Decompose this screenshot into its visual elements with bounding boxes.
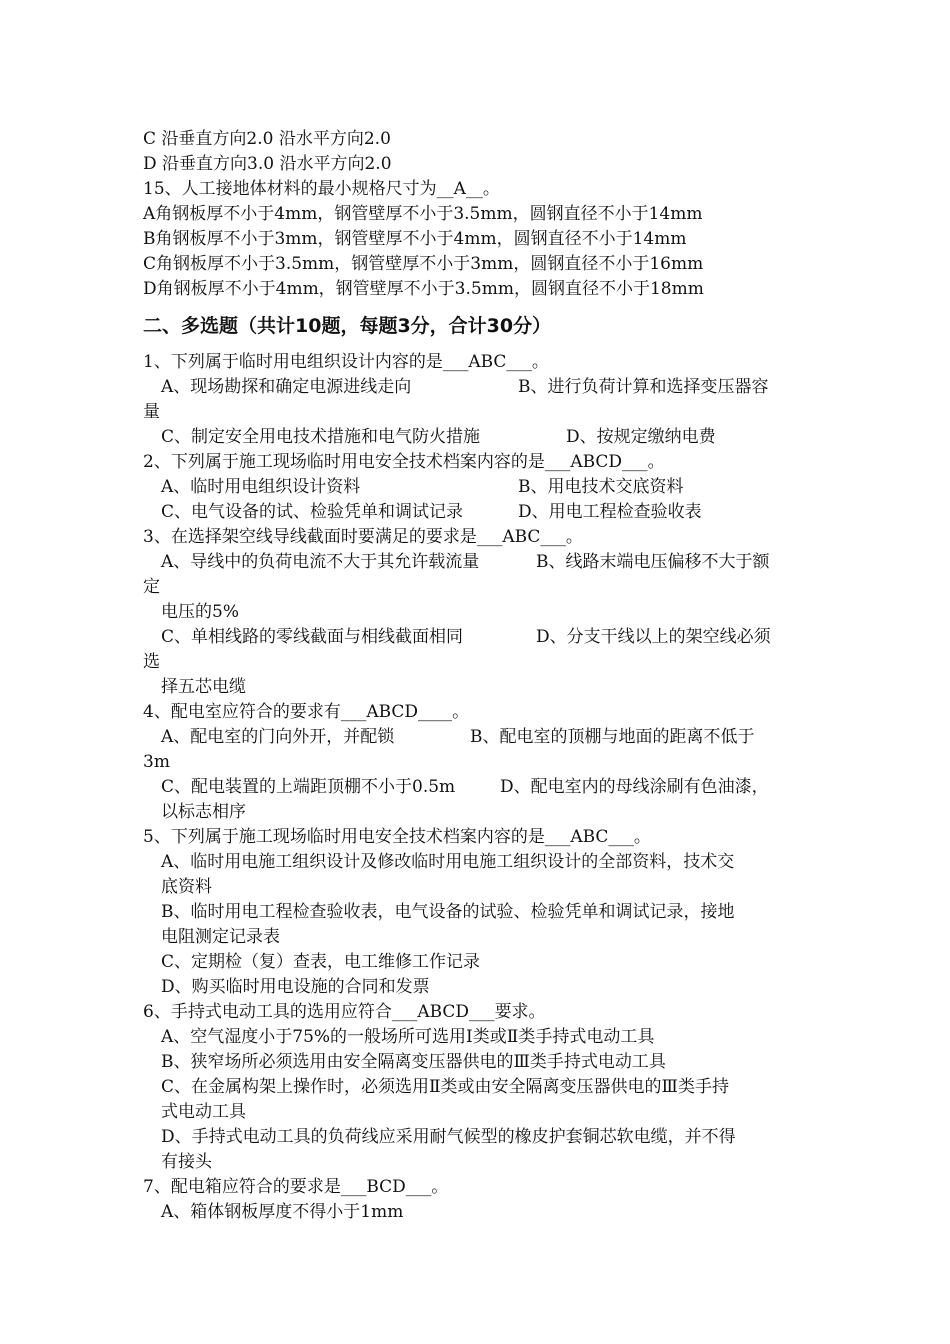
option-line: C、在金属构架上操作时，必须选用Ⅱ类或由安全隔离变压器供电的Ⅲ类手持 (161, 1077, 729, 1097)
option-a: A、配电室的门向外开，并配锁 (161, 727, 395, 747)
question-text: 15、人工接地体材料的最小规格尺寸为 (143, 179, 437, 199)
option-continuation: 量 (143, 402, 160, 422)
question-text: 3、在选择架空线导线截面时要满足的要求是 (143, 527, 477, 547)
option-line: A、临时用电施工组织设计及修改临时用电施工组织设计的全部资料，技术交 (161, 852, 735, 872)
answer-blank: ___ABCD___ (391, 1002, 495, 1022)
question-1 (143, 350, 549, 374)
option-line: D角钢板厚不小于4mm，钢管壁厚不小于3.5mm，圆钢直径不小于18mm (143, 279, 704, 299)
option-line: C角钢板厚不小于3.5mm，钢管壁厚不小于3mm，圆钢直径不小于16mm (143, 254, 704, 274)
option-line: 有接头 (161, 1152, 212, 1172)
option-line: D、购买临时用电设施的合同和发票 (161, 977, 430, 997)
option-b: B、进行负荷计算和选择变压器容 (518, 377, 769, 397)
answer-blank: ___ABC___ (544, 827, 634, 847)
question-suffix: 。 (565, 527, 583, 547)
question-text: 6、手持式电动工具的选用应符合 (143, 1002, 392, 1022)
question-5 (143, 825, 651, 849)
question-suffix: 。 (633, 827, 651, 847)
question-text: 7、配电箱应符合的要求是 (143, 1177, 341, 1197)
option-c: C、制定安全用电技术措施和电气防火措施 (161, 427, 481, 447)
option-line: B、临时用电工程检查验收表，电气设备的试验、检验凭单和调试记录，接地 (161, 902, 735, 922)
option-b: B、用电技术交底资料 (518, 477, 684, 497)
option-a: A、现场勘探和确定电源进线走向 (161, 377, 412, 397)
section-heading: 二、多选题（共计10题，每题3分，合计30分） (143, 315, 552, 337)
option-b: B、线路末端电压偏移不大于额 (536, 552, 770, 572)
option-continuation: 选 (143, 652, 160, 672)
option-line: 式电动工具 (161, 1102, 246, 1122)
question-text: 1、下列属于临时用电组织设计内容的是 (143, 352, 443, 372)
question-text: 2、下列属于施工现场临时用电安全技术档案内容的是 (143, 452, 545, 472)
option-continuation: 电压的5% (161, 602, 239, 622)
answer-blank: ___ABC___ (442, 352, 532, 372)
option-b: B、配电室的顶棚与地面的距离不低于 (470, 727, 755, 747)
question-6 (143, 1000, 546, 1024)
option-line: A、空气湿度小于75%的一般场所可选用Ⅰ类或Ⅱ类手持式电动工具 (161, 1027, 655, 1047)
option-line: B、狭窄场所必须选用由安全隔离变压器供电的Ⅲ类手持式电动工具 (161, 1052, 666, 1072)
option-c: C、配电装置的上端距顶棚不小于0.5m (161, 777, 456, 797)
answer-blank: ___ABC___ (476, 527, 566, 547)
option-d: D、用电工程检查验收表 (518, 502, 702, 522)
question-text: 5、下列属于施工现场临时用电安全技术档案内容的是 (143, 827, 545, 847)
option-line: C、定期检（复）查表，电工维修工作记录 (161, 952, 481, 972)
option-line: B角钢板厚不小于3mm，钢管壁厚不小于4mm，圆钢直径不小于14mm (143, 229, 687, 249)
option-continuation: 以标志相序 (161, 802, 246, 822)
question-15 (143, 177, 500, 201)
option-c: C、单相线路的零线截面与相线截面相同 (161, 627, 464, 647)
option-line: 电阻测定记录表 (161, 927, 280, 947)
option-continuation: 定 (143, 577, 160, 597)
question-4 (143, 700, 469, 724)
answer-blank: ___BCD___ (340, 1177, 432, 1197)
question-suffix: 。 (452, 702, 470, 722)
question-suffix: 。 (431, 1177, 449, 1197)
answer-blank: ___ABCD____ (340, 702, 453, 722)
option-continuation: 择五芯电缆 (161, 677, 246, 697)
option-a: A、临时用电组织设计资料 (161, 477, 361, 497)
question-suffix: 要求。 (494, 1002, 546, 1022)
option-line: D 沿垂直方向3.0 沿水平方向2.0 (143, 154, 392, 174)
option-c: C、电气设备的试、检验凭单和调试记录 (161, 502, 464, 522)
option-a: A、箱体钢板厚度不得小于1mm (161, 1202, 404, 1222)
option-d: D、分支干线以上的架空线必须 (536, 627, 771, 647)
answer-blank: __A__ (436, 179, 483, 199)
question-7 (143, 1175, 448, 1199)
question-suffix: 。 (531, 352, 549, 372)
question-2 (143, 450, 665, 474)
option-d: D、按规定缴纳电费 (566, 427, 716, 447)
answer-blank: ___ABCD___ (544, 452, 648, 472)
option-line: C 沿垂直方向2.0 沿水平方向2.0 (143, 129, 391, 149)
question-suffix: 。 (647, 452, 665, 472)
question-suffix: 。 (482, 179, 500, 199)
option-line: D、手持式电动工具的负荷线应采用耐气候型的橡皮护套铜芯软电缆，并不得 (161, 1127, 736, 1147)
option-continuation: 3m (143, 752, 170, 772)
option-d: D、配电室内的母线涂刷有色油漆， (500, 777, 769, 797)
option-line: 底资料 (161, 877, 212, 897)
question-3 (143, 525, 583, 549)
option-a: A、导线中的负荷电流不大于其允许载流量 (161, 552, 480, 572)
option-line: A角钢板厚不小于4mm，钢管壁厚不小于3.5mm，圆钢直径不小于14mm (143, 204, 703, 224)
question-text: 4、配电室应符合的要求有 (143, 702, 341, 722)
